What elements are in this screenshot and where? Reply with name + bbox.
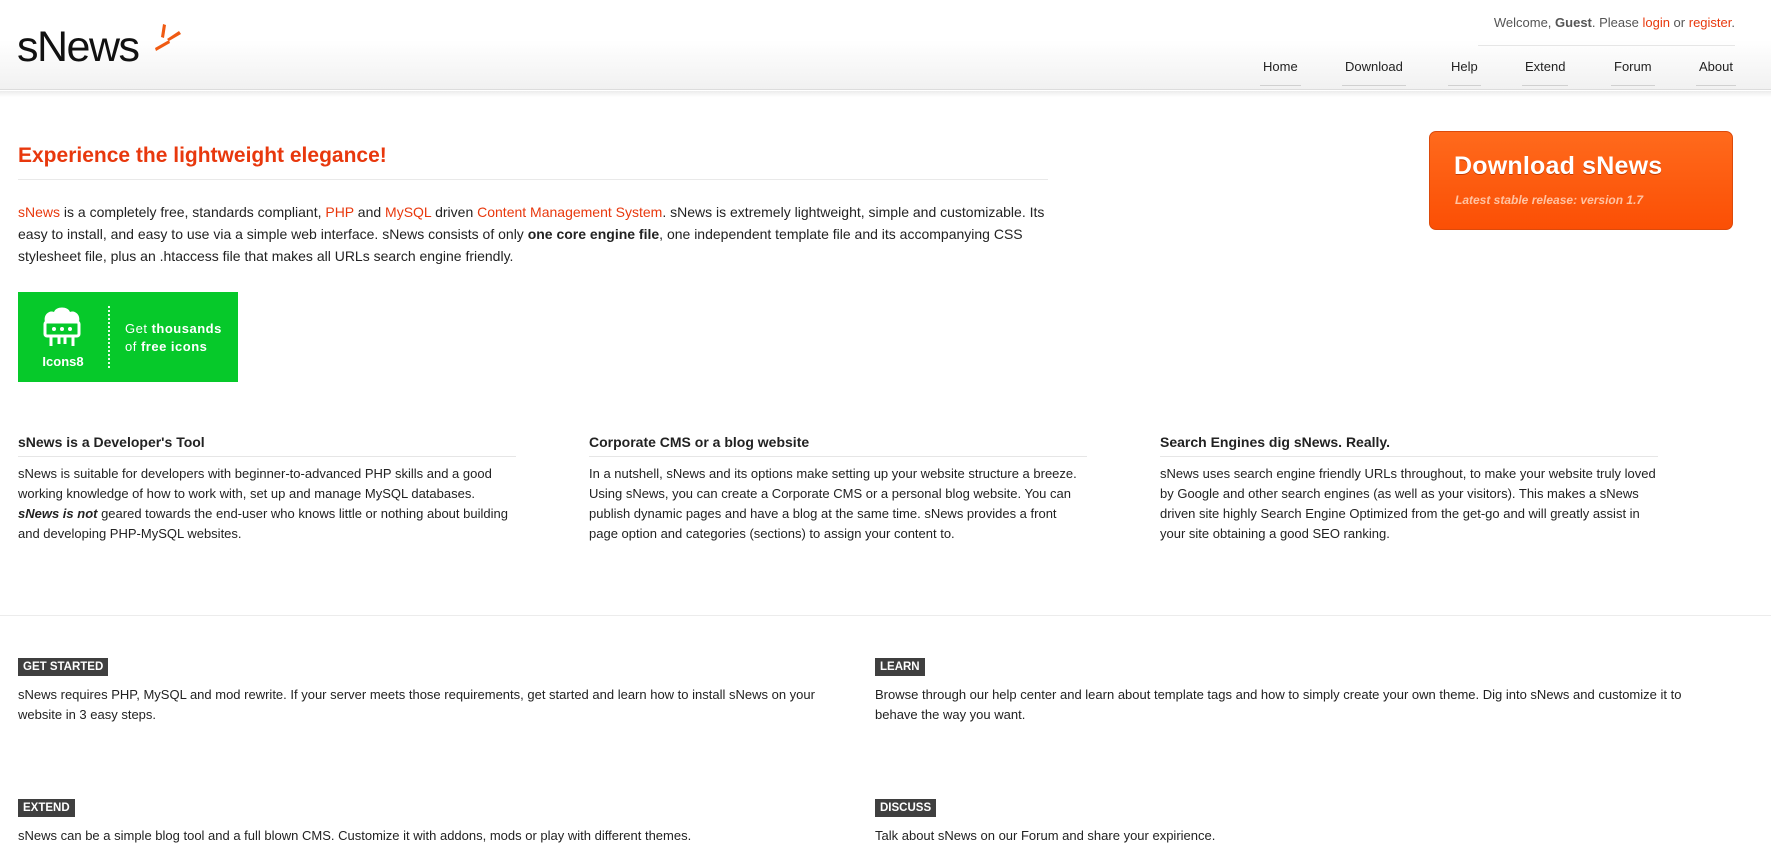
block-discuss [875, 798, 1695, 846]
snews-link[interactable]: sNews [18, 204, 61, 220]
icons8-line2-bold: free icons [140, 339, 208, 354]
icons8-line1-bold: thousands [151, 321, 222, 336]
welcome-divider [1478, 45, 1735, 46]
section-divider [0, 615, 1771, 616]
block-text: sNews requires PHP, MySQL and mod rewrite. If your server meets those requirements, get started and learn how to install sNews on your website in 3 easy steps. [18, 687, 815, 722]
welcome-middle: . Please [1591, 15, 1643, 30]
php-link[interactable]: PHP [325, 204, 354, 220]
feature-divider [589, 456, 1087, 457]
icons8-tagline [125, 320, 222, 356]
nav-about[interactable]: About [1699, 59, 1733, 74]
feature-title: sNews is a Developer's Tool [18, 434, 205, 450]
icons8-ad-banner[interactable] [18, 292, 238, 382]
feature-text-2: geared towards the end-user who knows little or nothing about building and developing PHP-MySQL websites. [18, 506, 508, 541]
block-badge: DISCUSS [875, 799, 936, 817]
logo-burst-icon [147, 20, 189, 54]
nav-forum[interactable]: Forum [1614, 59, 1652, 74]
welcome-prefix: Welcome, [1493, 15, 1556, 30]
intro-text-3: driven [431, 204, 478, 220]
feature-text [18, 464, 518, 544]
feature-title: Search Engines dig sNews. Really. [1160, 434, 1391, 450]
welcome-or: or [1669, 15, 1689, 30]
block-badge: EXTEND [18, 799, 75, 817]
feature-search-engines [1160, 434, 1660, 544]
header-shadow [0, 91, 1771, 97]
feature-developer-tool [18, 434, 518, 544]
intro-text-2: and [353, 204, 386, 220]
intro-bold: one core engine file [527, 226, 660, 242]
site-header [0, 0, 1771, 90]
logo-text: sNews [17, 23, 139, 71]
register-link[interactable]: register [1688, 15, 1732, 30]
welcome-message [1494, 15, 1735, 30]
nav-extend[interactable]: Extend [1525, 59, 1566, 74]
feature-divider [18, 456, 516, 457]
intro-text-1: is a completely free, standards compliant, [60, 204, 326, 220]
feature-text: In a nutshell, sNews and its options make setting up your website structure a breeze. Using sNews, you can create a Corporate CMS or a personal blog website. You can publish dynamic pages and have a blog at the same time. sNews provides a front page option and categories (sections) to assign your content to. [589, 466, 1077, 541]
icons8-line1-prefix: Get [125, 321, 152, 336]
login-link[interactable]: login [1642, 15, 1670, 30]
nav-help[interactable]: Help [1451, 59, 1478, 74]
intro-title: Experience the lightweight elegance! [18, 144, 387, 167]
feature-bold: sNews is not [18, 506, 98, 521]
cms-link[interactable]: Content Management System [477, 204, 663, 220]
nav-download[interactable]: Download [1345, 59, 1403, 74]
nav-home[interactable]: Home [1263, 59, 1298, 74]
intro-paragraph [18, 201, 1058, 267]
feature-text-1: sNews is suitable for developers with beginner-to-advanced PHP skills and a good working knowledge of how to work with, set up and manage MySQL databases. [18, 466, 492, 501]
download-subtitle: Latest stable release: version 1.7 [1455, 193, 1644, 207]
block-learn [875, 657, 1695, 725]
mysql-link[interactable]: MySQL [385, 204, 432, 220]
icons8-robot-icon [38, 302, 86, 350]
main-nav [0, 59, 1771, 79]
icons8-line2-prefix: of [125, 339, 141, 354]
welcome-user: Guest [1555, 15, 1592, 30]
block-text: Browse through our help center and learn about template tags and how to simply create your own theme. Dig into sNews and customize it to behave the way you want. [875, 687, 1682, 722]
block-badge: GET STARTED [18, 658, 108, 676]
block-text: sNews can be a simple blog tool and a full blown CMS. Customize it with addons, mods or play with different themes. [18, 828, 692, 843]
feature-corporate-cms [589, 434, 1089, 544]
download-title: Download sNews [1454, 152, 1663, 180]
block-get-started [18, 657, 838, 725]
block-extend [18, 798, 838, 846]
feature-text: sNews uses search engine friendly URLs throughout, to make your website truly loved by Google and other search engines (as well as your visitors). This makes a sNews driven site highly Search Engine Optimized from the get-go and will greatly assist in your site obtaining a good SEO ranking. [1160, 466, 1656, 541]
intro-divider [18, 179, 1048, 180]
intro-text-5: , one independent template file and its accompanying CSS stylesheet file, plus an .htaccess file that makes all URLs search engine friendly. [18, 226, 1023, 264]
download-snews-button[interactable] [1429, 131, 1733, 230]
welcome-suffix: . [1731, 15, 1735, 30]
intro-text-4: . sNews is extremely lightweight, simple and customizable. Its easy to install, and easy to use via a simple web interface. sNews consists of only [18, 204, 1045, 242]
block-badge: LEARN [875, 658, 925, 676]
block-text: Talk about sNews on our Forum and share your expirience. [875, 828, 1216, 843]
feature-title: Corporate CMS or a blog website [589, 434, 810, 450]
icons8-brand: Icons8 [42, 354, 84, 369]
feature-divider [1160, 456, 1658, 457]
icons8-divider [108, 306, 110, 368]
